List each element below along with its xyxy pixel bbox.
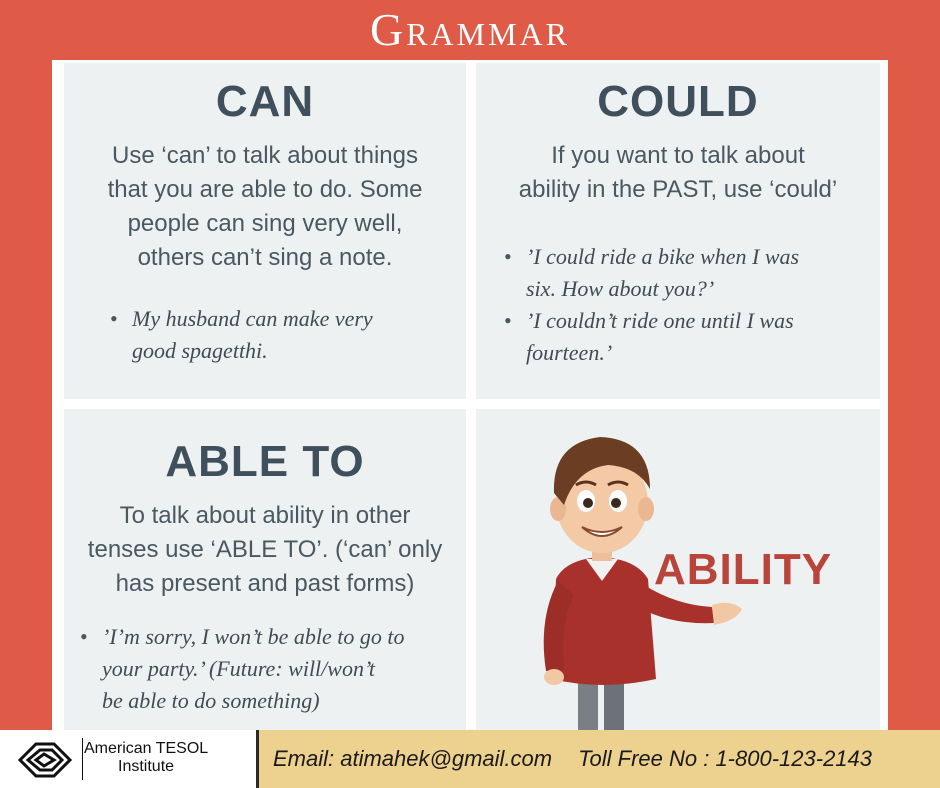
able-desc-line: has present and past forms) xyxy=(115,570,415,597)
can-examples xyxy=(110,303,373,367)
logo-line-1: American TESOL xyxy=(84,740,209,757)
footer-logo-area xyxy=(0,730,256,788)
can-panel xyxy=(64,63,466,399)
example-bullet: • ’I couldn’t ride one until I was fourteen.’ xyxy=(504,305,799,369)
able-desc-line: tenses use ‘ABLE TO’. (‘can’ only xyxy=(87,536,443,563)
logo-text xyxy=(84,740,208,776)
able-to-description xyxy=(64,499,466,601)
can-description xyxy=(64,139,466,275)
could-panel xyxy=(476,63,880,399)
contact-phone[interactable]: Toll Free No : 1-800-123-2143 xyxy=(578,746,873,771)
could-heading: COULD xyxy=(597,77,759,126)
footer-contact-bar xyxy=(256,730,940,788)
ability-illustration-panel xyxy=(476,409,880,730)
grammar-board xyxy=(52,60,888,730)
american-tesol-logo-icon xyxy=(14,736,76,784)
ability-label: ABILITY xyxy=(654,545,833,594)
example-bullet: • ’I could ride a bike when I was six. How about you?’ xyxy=(504,241,799,305)
could-desc-line: If you want to talk about xyxy=(551,142,805,169)
can-desc-line: Use ‘can’ to talk about things xyxy=(112,142,418,169)
can-desc-line: people can sing very well, xyxy=(127,210,403,237)
could-desc-line: ability in the PAST, use ‘could’ xyxy=(518,176,838,203)
can-desc-line: that you are able to do. Some xyxy=(107,176,423,203)
logo-line-2: Institute xyxy=(118,758,175,775)
could-description xyxy=(476,139,880,207)
able-to-panel xyxy=(64,409,466,730)
logo-divider xyxy=(82,738,83,780)
page-title: Grammar xyxy=(369,4,571,55)
example-bullet: • My husband can make very good spagetthi. xyxy=(110,303,373,367)
can-heading: CAN xyxy=(215,77,315,126)
able-to-examples xyxy=(80,621,404,717)
contact-email[interactable]: Email: atimahek@gmail.com xyxy=(273,746,553,771)
could-examples xyxy=(504,241,799,369)
example-bullet: • ’I’m sorry, I won’t be able to go to your party.’ (Future: will/won’t be able to do something) xyxy=(80,621,404,717)
able-to-heading: ABLE TO xyxy=(165,437,365,486)
can-desc-line: others can’t sing a note. xyxy=(137,244,393,271)
able-desc-line: To talk about ability in other xyxy=(119,502,411,529)
